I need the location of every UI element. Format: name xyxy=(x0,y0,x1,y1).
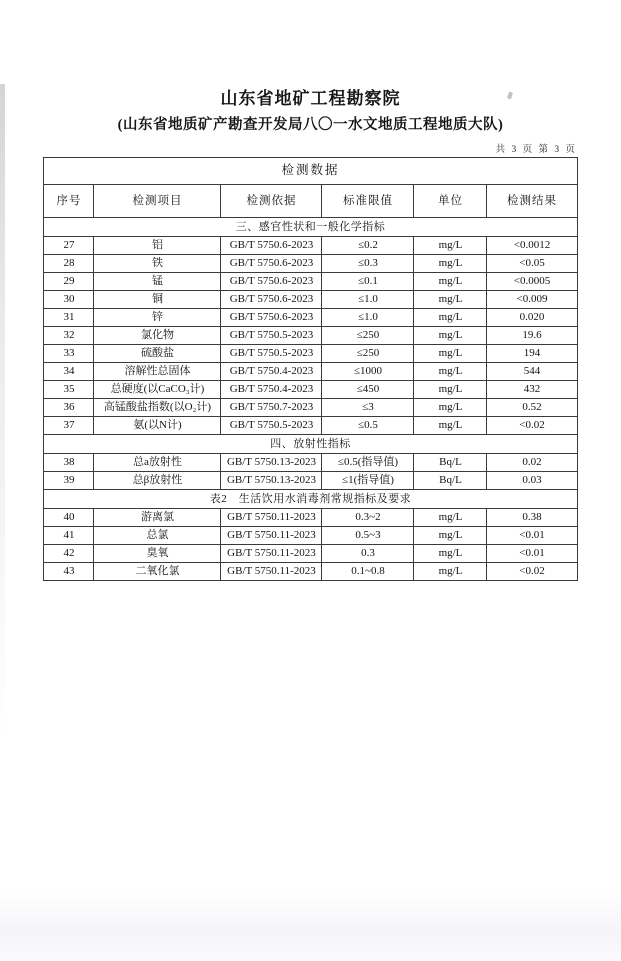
table-row xyxy=(44,327,577,345)
cell-seq: 36 xyxy=(44,399,94,417)
section-heading-row xyxy=(44,218,577,237)
column-header: 单位 xyxy=(414,185,487,218)
scan-bottom-shadow xyxy=(0,891,621,961)
column-header: 检测项目 xyxy=(94,185,221,218)
table-row xyxy=(44,363,577,381)
cell-limit: 0.1~0.8 xyxy=(322,563,414,581)
cell-result: <0.02 xyxy=(487,417,577,435)
cell-unit: mg/L xyxy=(414,327,487,345)
cell-item: 总a放射性 xyxy=(94,454,221,472)
cell-seq: 28 xyxy=(44,255,94,273)
cell-item: 臭氧 xyxy=(94,545,221,563)
cell-result: <0.02 xyxy=(487,563,577,581)
cell-result: 19.6 xyxy=(487,327,577,345)
cell-limit: ≤0.2 xyxy=(322,237,414,255)
cell-unit: mg/L xyxy=(414,273,487,291)
cell-method: GB/T 5750.4-2023 xyxy=(221,363,322,381)
cell-method: GB/T 5750.13-2023 xyxy=(221,472,322,490)
cell-seq: 41 xyxy=(44,527,94,545)
table-row xyxy=(44,527,577,545)
cell-seq: 35 xyxy=(44,381,94,399)
cell-limit: ≤0.5 xyxy=(322,417,414,435)
cell-unit: mg/L xyxy=(414,527,487,545)
cell-method: GB/T 5750.11-2023 xyxy=(221,563,322,581)
table-title-row xyxy=(44,158,577,185)
cell-method: GB/T 5750.11-2023 xyxy=(221,509,322,527)
cell-limit: ≤250 xyxy=(322,345,414,363)
cell-unit: mg/L xyxy=(414,399,487,417)
scan-edge-shadow xyxy=(0,84,5,744)
cell-method: GB/T 5750.5-2023 xyxy=(221,327,322,345)
cell-method: GB/T 5750.11-2023 xyxy=(221,545,322,563)
cell-seq: 30 xyxy=(44,291,94,309)
cell-seq: 27 xyxy=(44,237,94,255)
cell-unit: Bq/L xyxy=(414,472,487,490)
cell-result: 432 xyxy=(487,381,577,399)
table-row xyxy=(44,563,577,581)
section-heading: 四、放射性指标 xyxy=(44,435,577,454)
table-row xyxy=(44,399,577,417)
table-row xyxy=(44,545,577,563)
cell-limit: ≤250 xyxy=(322,327,414,345)
cell-limit: ≤0.5(指导值) xyxy=(322,454,414,472)
column-header: 检测结果 xyxy=(487,185,577,218)
cell-item: 氯化物 xyxy=(94,327,221,345)
cell-item: 总硬度(以CaCO₃计) xyxy=(94,381,221,399)
document-title: 山东省地矿工程勘察院 xyxy=(220,89,401,108)
table-row xyxy=(44,291,577,309)
cell-unit: mg/L xyxy=(414,417,487,435)
column-header: 检测依据 xyxy=(221,185,322,218)
cell-unit: mg/L xyxy=(414,309,487,327)
cell-method: GB/T 5750.4-2023 xyxy=(221,381,322,399)
cell-item: 二氧化氯 xyxy=(94,563,221,581)
table-row xyxy=(44,345,577,363)
section-heading-row xyxy=(44,490,577,509)
cell-result: 0.38 xyxy=(487,509,577,527)
cell-limit: ≤450 xyxy=(322,381,414,399)
table-row xyxy=(44,454,577,472)
test-data-table xyxy=(43,157,577,581)
cell-limit: ≤3 xyxy=(322,399,414,417)
cell-item: 锌 xyxy=(94,309,221,327)
cell-method: GB/T 5750.6-2023 xyxy=(221,309,322,327)
cell-limit: 0.3~2 xyxy=(322,509,414,527)
cell-limit: ≤1.0 xyxy=(322,291,414,309)
cell-result: 194 xyxy=(487,345,577,363)
cell-seq: 37 xyxy=(44,417,94,435)
cell-unit: mg/L xyxy=(414,291,487,309)
cell-result: <0.01 xyxy=(487,527,577,545)
cell-method: GB/T 5750.11-2023 xyxy=(221,527,322,545)
cell-item: 溶解性总固体 xyxy=(94,363,221,381)
column-header: 标准限值 xyxy=(322,185,414,218)
cell-item: 高锰酸盐指数(以O₂计) xyxy=(94,399,221,417)
column-header: 序号 xyxy=(44,185,94,218)
cell-limit: ≤1000 xyxy=(322,363,414,381)
cell-result: 544 xyxy=(487,363,577,381)
cell-seq: 34 xyxy=(44,363,94,381)
cell-item: 硫酸盐 xyxy=(94,345,221,363)
cell-unit: mg/L xyxy=(414,381,487,399)
cell-result: 0.52 xyxy=(487,399,577,417)
cell-limit: ≤1.0 xyxy=(322,309,414,327)
cell-item: 铝 xyxy=(94,237,221,255)
cell-method: GB/T 5750.6-2023 xyxy=(221,255,322,273)
cell-unit: mg/L xyxy=(414,545,487,563)
cell-unit: mg/L xyxy=(414,563,487,581)
cell-unit: mg/L xyxy=(414,345,487,363)
cell-seq: 43 xyxy=(44,563,94,581)
cell-result: <0.009 xyxy=(487,291,577,309)
table-row xyxy=(44,509,577,527)
cell-result: 0.02 xyxy=(487,454,577,472)
cell-item: 总氯 xyxy=(94,527,221,545)
table-row xyxy=(44,417,577,435)
cell-seq: 29 xyxy=(44,273,94,291)
table-header-row xyxy=(44,185,577,218)
table-row xyxy=(44,273,577,291)
cell-seq: 31 xyxy=(44,309,94,327)
cell-unit: mg/L xyxy=(414,509,487,527)
cell-result: 0.03 xyxy=(487,472,577,490)
cell-method: GB/T 5750.6-2023 xyxy=(221,273,322,291)
section-heading: 三、感官性状和一般化学指标 xyxy=(44,218,577,237)
cell-method: GB/T 5750.7-2023 xyxy=(221,399,322,417)
cell-seq: 33 xyxy=(44,345,94,363)
cell-seq: 39 xyxy=(44,472,94,490)
cell-seq: 38 xyxy=(44,454,94,472)
cell-unit: Bq/L xyxy=(414,454,487,472)
cell-result: 0.020 xyxy=(487,309,577,327)
cell-item: 铜 xyxy=(94,291,221,309)
cell-limit: 0.5~3 xyxy=(322,527,414,545)
page-indicator: 共 3 页 第 3 页 xyxy=(495,145,577,155)
cell-unit: mg/L xyxy=(414,237,487,255)
cell-result: <0.05 xyxy=(487,255,577,273)
cell-item: 总β放射性 xyxy=(94,472,221,490)
cell-item: 氨(以N计) xyxy=(94,417,221,435)
cell-unit: mg/L xyxy=(414,363,487,381)
section-heading-row xyxy=(44,435,577,454)
cell-limit: ≤1(指导值) xyxy=(322,472,414,490)
cell-item: 游离氯 xyxy=(94,509,221,527)
cell-seq: 32 xyxy=(44,327,94,345)
table-body xyxy=(44,218,577,581)
cell-method: GB/T 5750.5-2023 xyxy=(221,417,322,435)
cell-unit: mg/L xyxy=(414,255,487,273)
table-row xyxy=(44,237,577,255)
cell-result: <0.0012 xyxy=(487,237,577,255)
table-row xyxy=(44,309,577,327)
cell-seq: 40 xyxy=(44,509,94,527)
table-row xyxy=(44,472,577,490)
cell-limit: ≤0.3 xyxy=(322,255,414,273)
cell-limit: ≤0.1 xyxy=(322,273,414,291)
section-heading: 表2 生活饮用水消毒剂常规指标及要求 xyxy=(44,490,577,509)
table-title: 检测数据 xyxy=(44,158,577,185)
cell-method: GB/T 5750.13-2023 xyxy=(221,454,322,472)
table-row xyxy=(44,255,577,273)
cell-result: <0.0005 xyxy=(487,273,577,291)
table-row xyxy=(44,381,577,399)
cell-method: GB/T 5750.6-2023 xyxy=(221,237,322,255)
cell-method: GB/T 5750.5-2023 xyxy=(221,345,322,363)
document-subtitle: (山东省地质矿产勘查开发局八〇一水文地质工程地质大队) xyxy=(117,117,504,133)
cell-limit: 0.3 xyxy=(322,545,414,563)
cell-item: 铁 xyxy=(94,255,221,273)
cell-result: <0.01 xyxy=(487,545,577,563)
cell-method: GB/T 5750.6-2023 xyxy=(221,291,322,309)
cell-seq: 42 xyxy=(44,545,94,563)
cell-item: 锰 xyxy=(94,273,221,291)
